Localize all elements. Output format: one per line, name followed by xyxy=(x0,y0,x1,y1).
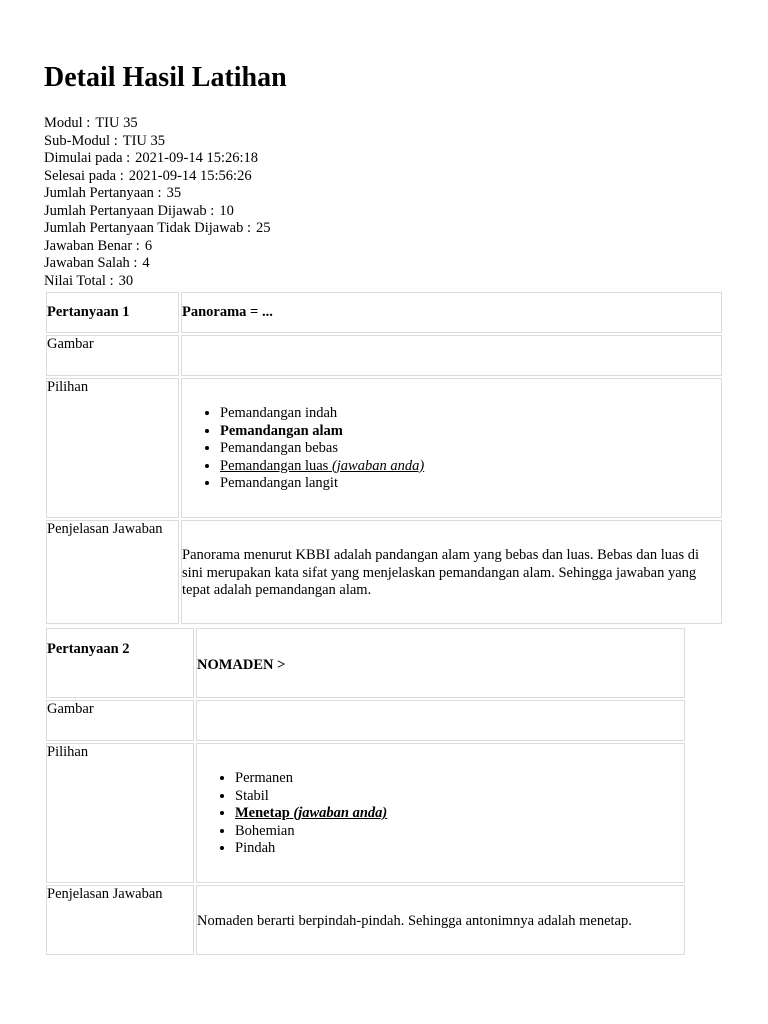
option-item xyxy=(220,475,721,493)
summary-value: 6 xyxy=(144,237,153,254)
summary-row-end xyxy=(44,168,271,186)
question-label: Pertanyaan 2 xyxy=(46,628,194,698)
summary-value: 2021-09-14 15:56:26 xyxy=(128,167,252,184)
option-item-selected-correct xyxy=(235,805,684,823)
option-text: Pindah xyxy=(235,840,276,856)
explanation-label: Penjelasan Jawaban xyxy=(46,885,194,955)
selected-answer xyxy=(235,805,387,821)
option-text: Bohemian xyxy=(235,822,295,839)
summary-label: Jumlah Pertanyaan : xyxy=(44,185,162,201)
question-text: Panorama = ... xyxy=(181,292,722,333)
option-text: Pemandangan bebas xyxy=(220,440,338,456)
question-1-table xyxy=(44,290,724,626)
option-item-selected xyxy=(220,458,721,476)
option-item xyxy=(220,440,721,458)
option-text: Pemandangan alam xyxy=(220,422,343,439)
summary-row-submodul xyxy=(44,133,271,151)
explanation-text: Nomaden berarti berpindah-pindah. Sehingga antonimnya adalah menetap. xyxy=(196,885,685,955)
summary-label: Nilai Total : xyxy=(44,272,114,289)
image-label: Gambar xyxy=(46,335,179,376)
option-text: Permanen xyxy=(235,770,293,786)
explanation-label: Penjelasan Jawaban xyxy=(46,520,179,624)
options-cell xyxy=(196,743,685,883)
summary-value: 30 xyxy=(118,272,134,289)
summary-value: 35 xyxy=(166,185,182,201)
your-answer-note: (jawaban anda) xyxy=(293,805,388,821)
summary-label: Jumlah Pertanyaan Tidak Dijawab : xyxy=(44,220,252,236)
summary-label: Modul : xyxy=(44,115,91,131)
option-text: Stabil xyxy=(235,787,269,804)
your-answer-note: (jawaban anda) xyxy=(331,457,425,474)
summary-value: 10 xyxy=(219,202,234,219)
option-item xyxy=(235,823,684,841)
option-text: Pemandangan langit xyxy=(220,475,338,491)
question-text: NOMADEN > xyxy=(196,628,685,698)
option-item xyxy=(220,405,721,423)
summary-row-answered xyxy=(44,203,271,221)
summary-value: TIU 35 xyxy=(95,115,138,131)
option-text: Pemandangan luas xyxy=(220,457,329,474)
summary-value: 4 xyxy=(142,255,150,271)
summary-label: Jumlah Pertanyaan Dijawab : xyxy=(44,202,215,219)
summary-value: TIU 35 xyxy=(122,132,166,149)
summary-value: 25 xyxy=(256,220,271,236)
summary-label: Sub-Modul : xyxy=(44,132,118,149)
summary-label: Jawaban Salah : xyxy=(44,255,138,271)
option-item xyxy=(235,788,684,806)
option-item-correct xyxy=(220,423,721,441)
summary-row-total-questions xyxy=(44,185,271,203)
summary-row-modul xyxy=(44,115,271,133)
summary-row-unanswered xyxy=(44,220,271,238)
explanation-text: Panorama menurut KBBI adalah pandangan alam yang bebas dan luas. Bebas dan luas di sini merupakan kata sifat yang menjelaskan pemandangan alam. Sehingga jawaban yang tepat adalah pemandangan alam. xyxy=(181,520,722,624)
summary-row-score xyxy=(44,273,271,291)
option-text: Menetap xyxy=(235,805,290,821)
image-cell xyxy=(181,335,722,376)
summary-block xyxy=(44,115,271,290)
summary-label: Jawaban Benar : xyxy=(44,237,140,254)
option-item xyxy=(235,840,684,858)
summary-row-correct xyxy=(44,238,271,256)
question-2-table xyxy=(44,626,687,957)
options-label: Pilihan xyxy=(46,743,194,883)
summary-label: Dimulai pada : xyxy=(44,150,131,166)
options-cell xyxy=(181,378,722,518)
question-label: Pertanyaan 1 xyxy=(46,292,179,333)
selected-answer xyxy=(220,458,424,474)
options-list xyxy=(182,405,721,493)
options-list xyxy=(197,770,684,858)
summary-value: 2021-09-14 15:26:18 xyxy=(135,150,259,166)
summary-row-wrong xyxy=(44,255,271,273)
option-text: Pemandangan indah xyxy=(220,405,338,421)
option-item xyxy=(235,770,684,788)
page-title: Detail Hasil Latihan xyxy=(44,62,287,93)
image-label: Gambar xyxy=(46,700,194,741)
summary-label: Selesai pada : xyxy=(44,167,124,184)
options-label: Pilihan xyxy=(46,378,179,518)
summary-row-start xyxy=(44,150,271,168)
image-cell xyxy=(196,700,685,741)
